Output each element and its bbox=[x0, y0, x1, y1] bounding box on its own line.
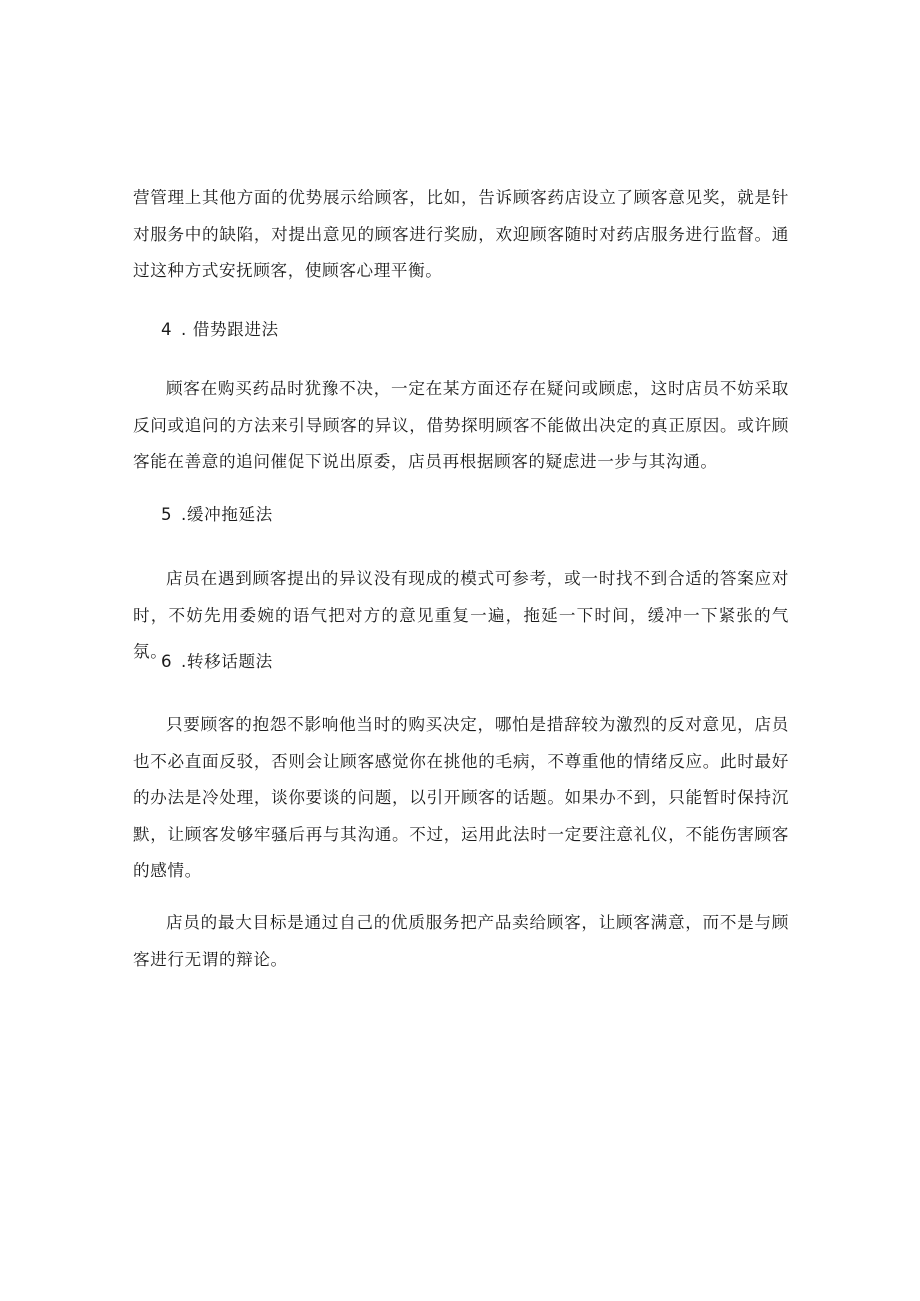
heading-4 bbox=[161, 318, 279, 342]
heading-6 bbox=[161, 650, 273, 674]
heading-number: 4 bbox=[161, 320, 173, 339]
paragraph-borrow-momentum: 顾客在购买药品时犹豫不决，一定在某方面还存在疑问或顾虑，这时店员不妨采取反问或追问的方法来引导顾客的异议，借势探明顾客不能做出决定的真正原因。或许顾客能在善意的追问催促下说出原委，店员再根据顾客的疑虑进一步与其沟通。 bbox=[133, 379, 789, 471]
paragraph-buffer-delay: 店员在遇到顾客提出的异议没有现成的模式可参考，或一时找不到合适的答案应对时，不妨先用委婉的语气把对方的意见重复一遍，拖延一下时间，缓冲一下紧张的气氛。 bbox=[133, 569, 789, 661]
heading-title: . 借势跟进法 bbox=[181, 320, 279, 339]
heading-title: .转移话题法 bbox=[181, 652, 273, 671]
heading-5 bbox=[161, 503, 273, 527]
heading-title: .缓冲拖延法 bbox=[181, 505, 273, 524]
heading-number: 6 bbox=[161, 652, 173, 671]
paragraph-change-topic: 只要顾客的抱怨不影响他当时的购买决定，哪怕是措辞较为激烈的反对意见，店员也不必直面反驳，否则会让顾客感觉你在挑他的毛病，不尊重他的情绪反应。此时最好的办法是冷处理，谈你要谈的问题，以引开顾客的话题。如果办不到，只能暂时保持沉默，让顾客发够牢骚后再与其沟通。不过，运用此法时一定要注意礼仪，不能伤害顾客的感情。 bbox=[133, 715, 789, 880]
paragraph-conclusion: 店员的最大目标是通过自己的优质服务把产品卖给顾客，让顾客满意，而不是与顾客进行无谓的辩论。 bbox=[133, 913, 789, 969]
paragraph-intro: 营管理上其他方面的优势展示给顾客，比如，告诉顾客药店设立了顾客意见奖，就是针对服务中的缺陷，对提出意见的顾客进行奖励，欢迎顾客随时对药店服务进行监督。通过这种方式安抚顾客，使顾客心理平衡。 bbox=[133, 188, 789, 280]
heading-number: 5 bbox=[161, 505, 173, 524]
